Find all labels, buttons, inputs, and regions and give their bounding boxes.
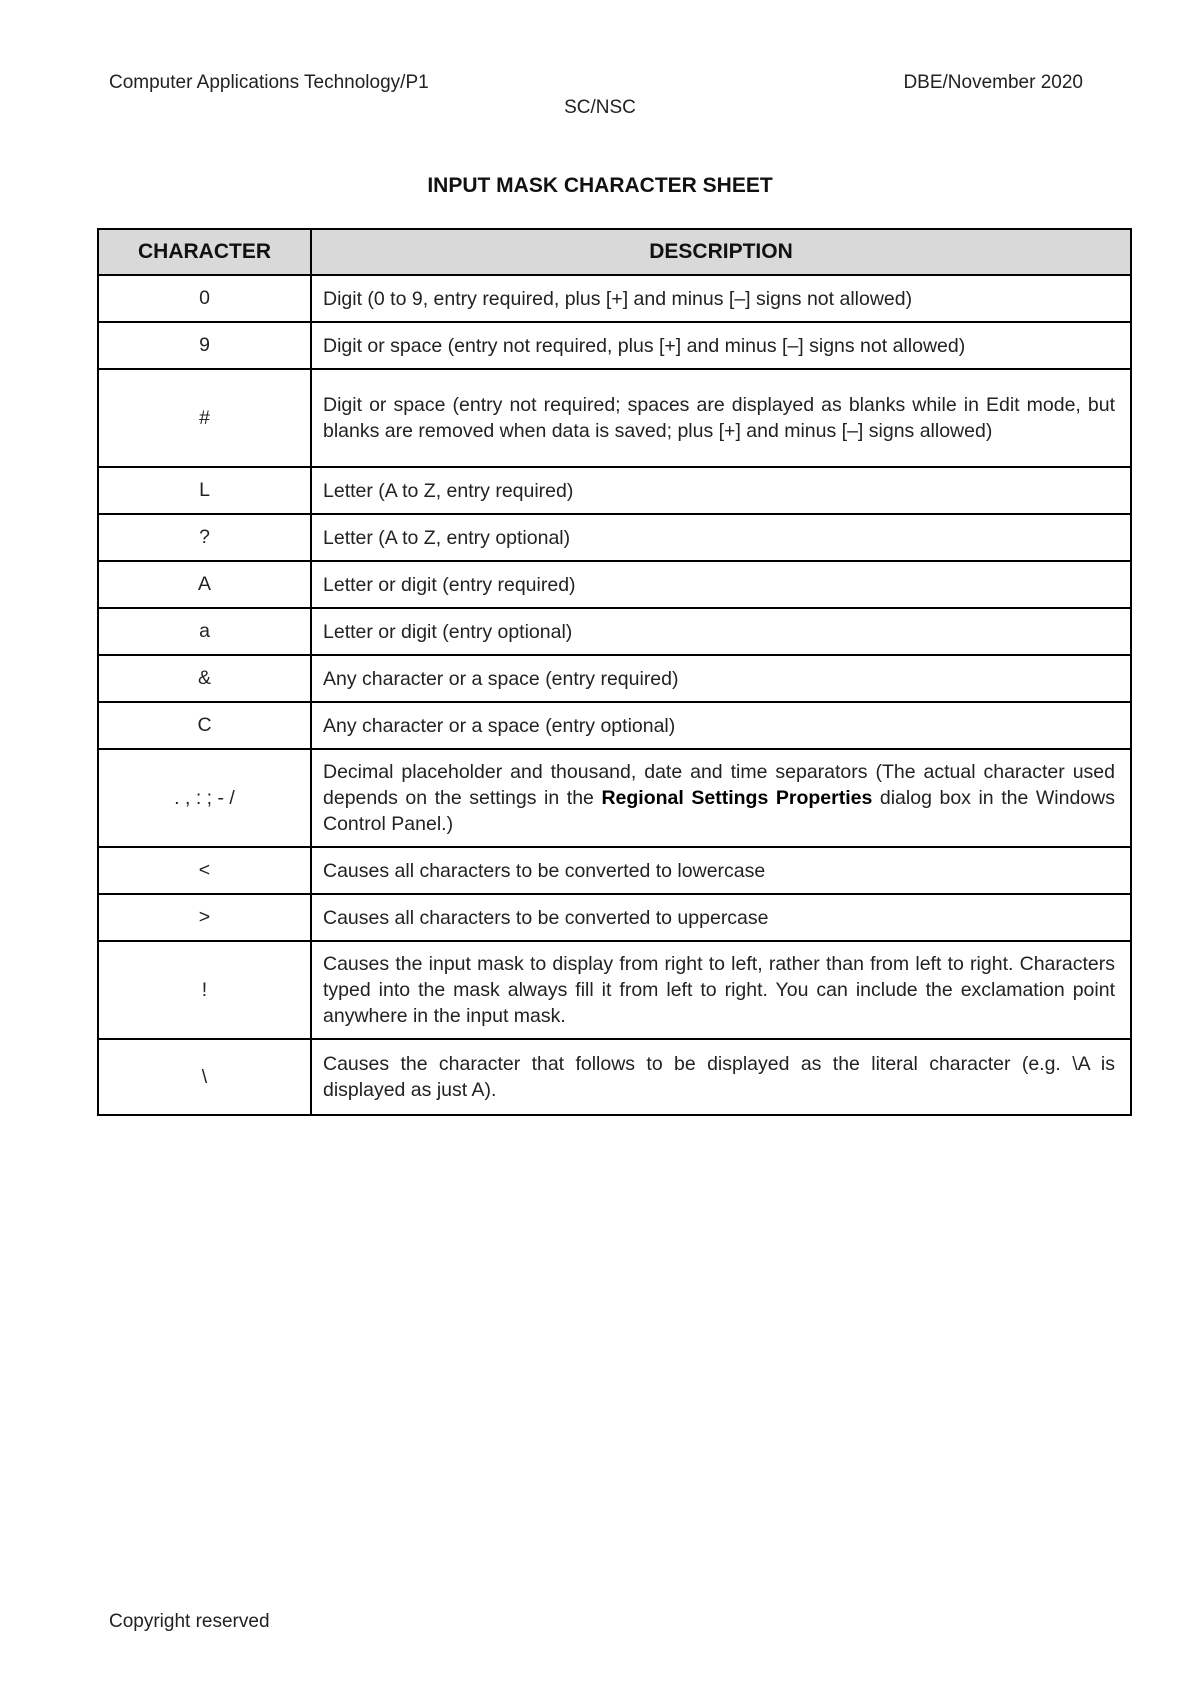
description-cell: Letter or digit (entry optional) xyxy=(311,608,1131,655)
description-text: dialog box in the Windows Control Panel.) xyxy=(323,787,1115,835)
description-cell: Causes all characters to be converted to lowercase xyxy=(311,847,1131,894)
table-row xyxy=(98,467,1131,514)
character-cell: ? xyxy=(98,514,311,561)
header-date: DBE/November 2020 xyxy=(903,72,1083,93)
character-cell: a xyxy=(98,608,311,655)
input-mask-table xyxy=(97,228,1132,1116)
description-text: Decimal placeholder and thousand, date and time separators (The actual character used depends on the settings in the xyxy=(323,761,1115,809)
header-subject: Computer Applications Technology/P1 xyxy=(109,72,429,93)
character-cell: < xyxy=(98,847,311,894)
character-cell: ! xyxy=(98,941,311,1039)
character-cell: L xyxy=(98,467,311,514)
description-cell: Causes the input mask to display from right to left, rather than from left to right. Characters typed into the mask always fill it from left to right. You can include the exclamation point anywhere in the input mask. xyxy=(311,941,1131,1039)
column-header-character: CHARACTER xyxy=(98,229,311,275)
table-row xyxy=(98,655,1131,702)
table-row xyxy=(98,749,1131,847)
table-row xyxy=(98,894,1131,941)
description-cell: Digit (0 to 9, entry required, plus [+] and minus [–] signs not allowed) xyxy=(311,275,1131,322)
character-cell: # xyxy=(98,369,311,467)
table-row xyxy=(98,702,1131,749)
description-cell: Any character or a space (entry required) xyxy=(311,655,1131,702)
table-row xyxy=(98,608,1131,655)
table-row xyxy=(98,561,1131,608)
description-cell: Letter (A to Z, entry required) xyxy=(311,467,1131,514)
description-bold-text: Regional Settings Properties xyxy=(601,787,873,809)
footer-copyright: Copyright reserved xyxy=(109,1611,270,1632)
character-cell: C xyxy=(98,702,311,749)
table-row xyxy=(98,275,1131,322)
description-cell: Letter or digit (entry required) xyxy=(311,561,1131,608)
header-level: SC/NSC xyxy=(564,97,636,118)
description-cell: Causes all characters to be converted to uppercase xyxy=(311,894,1131,941)
description-cell: Any character or a space (entry optional) xyxy=(311,702,1131,749)
table-row xyxy=(98,322,1131,369)
character-cell: & xyxy=(98,655,311,702)
character-cell: \ xyxy=(98,1039,311,1115)
description-cell xyxy=(311,749,1131,847)
table-row xyxy=(98,369,1131,467)
description-cell: Digit or space (entry not required, plus [+] and minus [–] signs not allowed) xyxy=(311,322,1131,369)
description-cell: Causes the character that follows to be displayed as the literal character (e.g. \A is displayed as just A). xyxy=(311,1039,1131,1115)
column-header-description: DESCRIPTION xyxy=(311,229,1131,275)
character-cell: A xyxy=(98,561,311,608)
character-cell: 9 xyxy=(98,322,311,369)
table-row xyxy=(98,847,1131,894)
table-row xyxy=(98,941,1131,1039)
character-cell: . , : ; - / xyxy=(98,749,311,847)
table-row xyxy=(98,514,1131,561)
character-cell: > xyxy=(98,894,311,941)
table-row xyxy=(98,1039,1131,1115)
page-title: INPUT MASK CHARACTER SHEET xyxy=(427,174,773,197)
description-cell: Digit or space (entry not required; spaces are displayed as blanks while in Edit mode, but blanks are removed when data is saved; plus [+] and minus [–] signs allowed) xyxy=(311,369,1131,467)
character-cell: 0 xyxy=(98,275,311,322)
description-cell: Letter (A to Z, entry optional) xyxy=(311,514,1131,561)
